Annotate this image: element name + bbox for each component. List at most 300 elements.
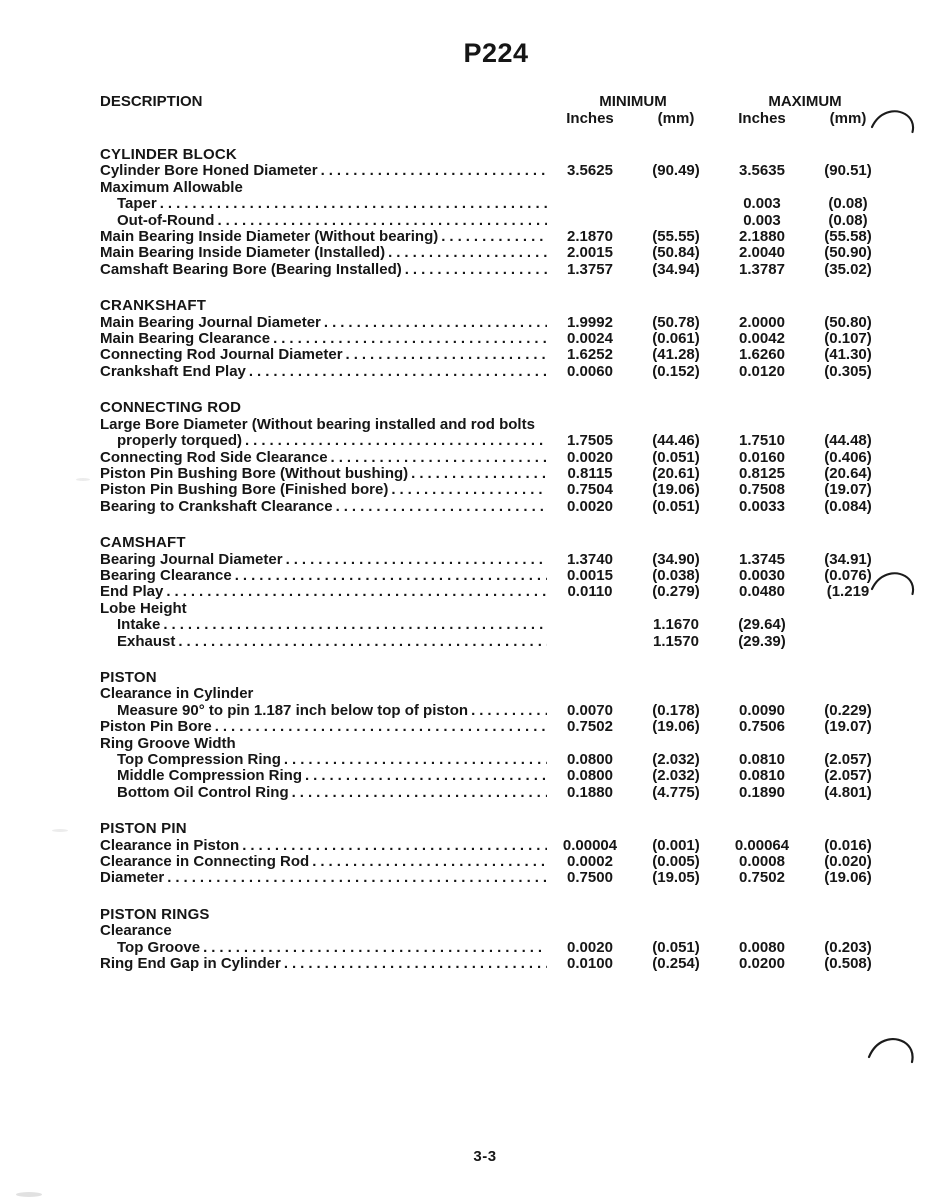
dot-leader [273,331,547,347]
value-min-mm: (4.775) [652,783,700,801]
header-maximum: MAXIMUM [768,93,842,110]
row-label: Measure 90° to pin 1.187 inch below top of piston [117,702,469,719]
row-label: Clearance in Connecting Rod [100,854,310,871]
value-max-mm: (0.08) [828,195,868,213]
row-label-area [100,450,547,466]
row-label: Cylinder Bore Honed Diameter [100,163,318,180]
value-max-inches: 2.0040 [739,244,785,262]
spec-row [100,956,891,972]
row-label-area [100,262,547,278]
value-min-inches: 0.0800 [567,751,613,768]
dot-leader [391,482,547,498]
value-max-mm: (2.057) [824,767,872,785]
row-label-area [100,552,547,568]
section-title: CYLINDER BLOCK [100,146,237,163]
row-label-area [100,752,547,768]
value-min-inches: 1.3740 [567,550,613,568]
dot-leader [305,768,547,784]
spec-section-crankshaft [100,298,891,380]
dot-leader [312,854,547,870]
row-label-area [100,736,547,752]
section-title: PISTON RINGS [100,905,210,923]
spec-row [100,364,891,380]
spec-row [100,752,891,768]
spec-row [100,433,891,449]
value-max-inches: 0.0080 [739,938,785,956]
row-label: Main Bearing Inside Diameter (Without bearing) [100,229,439,246]
row-label-area [100,180,547,196]
value-max-inches: 0.003 [743,195,781,213]
spec-row [100,634,891,650]
spec-row [100,245,891,261]
scan-smudge [16,1192,42,1197]
value-min-mm: (0.005) [652,853,700,871]
row-label: Top Groove [117,939,201,956]
value-max-inches [719,686,805,702]
value-min-inches: 0.0020 [567,497,613,515]
value-min-mm: (90.49) [652,162,700,180]
value-max-inches [719,923,805,939]
value-max-mm: (50.90) [824,244,872,262]
row-label: Diameter [100,870,165,887]
spec-row [100,213,891,229]
value-min-inches [547,417,633,433]
row-label-area [100,838,547,854]
value-min-mm: (19.06) [652,718,700,736]
row-label: Bottom Oil Control Ring [117,784,289,801]
row-label-area [100,854,547,870]
value-min-inches [547,180,633,196]
dot-leader [336,499,547,515]
value-min-inches [547,196,633,212]
spec-row [100,584,891,600]
value-max-mm: (20.64) [824,464,872,482]
row-label: Piston Pin Bore [100,719,212,736]
spec-row [100,196,891,212]
value-min-inches [547,601,633,617]
row-label-area [100,686,547,702]
value-max-inches: (29.39) [738,632,786,650]
row-label-area [100,785,547,801]
dot-leader [441,229,547,245]
row-label-area [100,433,547,449]
row-label-area [100,315,547,331]
row-label: Maximum Allowable [100,179,243,196]
value-min-mm: (0.001) [652,836,700,854]
value-max-inches: 0.0160 [739,448,785,466]
value-min-mm: 1.1670 [653,616,699,634]
value-max-mm: (44.48) [824,432,872,450]
section-title: CRANKSHAFT [100,297,207,315]
section-title: CAMSHAFT [100,534,186,552]
value-max-mm: (50.80) [824,313,872,331]
row-label-area [100,417,547,433]
value-min-inches: 0.7500 [567,869,613,887]
value-max-mm: (90.51) [824,162,872,180]
value-max-mm: (0.084) [824,497,872,515]
value-min-mm [633,601,719,617]
row-label: Main Bearing Clearance [100,331,271,348]
value-min-mm: (0.254) [652,955,700,973]
row-label: Crankshaft End Play [100,363,246,380]
value-max-inches: 0.0030 [739,566,785,584]
row-label: Camshaft Bearing Bore (Bearing Installed) [100,261,402,278]
spec-row [100,703,891,719]
value-max-mm: (34.91) [824,550,872,568]
header-description: DESCRIPTION [100,93,203,110]
row-label-area [100,568,547,584]
row-label: Ring Groove Width [100,735,236,752]
value-min-mm: 1.1570 [653,632,699,650]
value-max-mm: (41.30) [824,346,872,364]
spec-row [100,854,891,870]
section-title: CONNECTING ROD [100,399,242,417]
spec-row [100,262,891,278]
value-min-mm: (44.46) [652,432,700,450]
spec-sections [100,147,891,972]
spec-section-camshaft [100,535,891,650]
value-min-inches: 0.00004 [562,836,618,854]
value-max-inches: 1.3745 [739,550,785,568]
header-max-mm: (mm) [829,110,867,127]
row-label: Large Bore Diameter (Without bearing installed and rod bolts [100,416,535,433]
header-max-inches: Inches [738,110,786,127]
value-min-inches: 0.7502 [567,718,613,736]
value-max-inches: 0.7508 [739,481,785,499]
row-label-area [100,719,547,735]
dot-leader [284,956,547,972]
spec-row [100,940,891,956]
row-label: Piston Pin Bushing Bore (Without bushing) [100,465,409,482]
value-max-mm: (0.203) [824,938,872,956]
value-min-inches: 0.0800 [567,767,613,785]
value-max-mm: (1.219 [826,583,870,601]
value-max-inches: 2.0000 [739,313,785,331]
value-min-inches: 0.0020 [567,938,613,956]
value-max-inches: 0.0810 [739,767,785,785]
value-max-inches: 1.7510 [739,432,785,450]
value-min-mm [633,736,719,752]
dot-leader [388,245,547,261]
page-title: P224 [463,38,529,68]
spec-section-piston [100,670,891,801]
value-min-inches: 0.0024 [567,330,613,348]
value-min-mm: (2.032) [652,751,700,768]
row-label: Bearing to Crankshaft Clearance [100,498,333,515]
spec-row [100,736,891,752]
row-label-area [100,331,547,347]
value-max-inches: 1.3787 [739,260,785,278]
spec-row [100,568,891,584]
value-min-inches: 1.7505 [567,432,613,450]
row-label-area [100,213,547,229]
value-min-mm: (34.94) [652,260,700,278]
value-max-inches: 0.0090 [739,701,785,719]
value-min-inches: 0.0060 [567,362,613,380]
row-label-area [100,584,547,600]
value-min-mm: (20.61) [652,464,700,482]
value-max-inches [719,417,805,433]
spec-row [100,417,891,433]
value-max-inches [719,180,805,196]
value-max-inches [719,601,805,617]
dot-leader [166,584,547,600]
row-label: Middle Compression Ring [117,768,303,785]
row-label: Clearance in Cylinder [100,686,254,703]
dot-leader [163,617,547,633]
row-label-area [100,634,547,650]
row-label-area [100,499,547,515]
value-min-inches [547,213,633,229]
value-min-mm: (19.06) [652,481,700,499]
row-label: Clearance [100,923,172,940]
dot-leader [292,785,547,801]
dot-leader [286,552,547,568]
value-max-mm: (19.07) [824,718,872,736]
value-min-inches: 1.9992 [567,313,613,331]
value-min-inches: 0.1880 [567,783,613,801]
value-max-inches: 0.0200 [739,955,785,973]
value-min-mm: (55.55) [652,228,700,246]
spec-row [100,466,891,482]
section-title: PISTON [100,668,157,686]
dot-leader [331,450,547,466]
value-max-mm: (35.02) [824,260,872,278]
value-max-inches [719,736,805,752]
spec-row [100,870,891,886]
row-label: properly torqued) [117,433,243,450]
dot-leader [321,163,547,179]
dot-leader [411,466,547,482]
spec-table [100,93,891,972]
row-label-area [100,940,547,956]
value-max-mm: (0.305) [824,362,872,380]
value-max-inches: 0.7506 [739,718,785,736]
spec-row [100,686,891,702]
spec-row [100,785,891,801]
row-label-area [100,768,547,784]
value-min-mm [633,213,719,229]
row-label: End Play [100,584,164,601]
dot-leader [245,433,547,449]
spec-row [100,499,891,515]
value-max-inches: 1.6260 [739,346,785,364]
row-label: Exhaust [117,633,176,650]
value-max-mm [805,601,891,617]
table-header-row [100,93,891,110]
value-max-inches: 0.0008 [739,853,785,871]
value-max-mm: (55.58) [824,228,872,246]
value-max-inches: (29.64) [738,616,786,634]
value-max-mm [805,417,891,433]
value-min-mm: (0.051) [652,497,700,515]
value-max-inches: 0.0042 [739,330,785,348]
value-max-inches: 0.00064 [734,836,790,854]
row-label-area [100,163,547,179]
header-min-inches: Inches [566,110,614,127]
value-min-mm [633,686,719,702]
spec-row [100,347,891,363]
dot-leader [178,634,547,650]
value-max-mm [805,736,891,752]
dot-leader [203,940,547,956]
row-label: Top Compression Ring [117,752,281,768]
value-min-inches [547,736,633,752]
dot-leader [249,364,547,380]
table-subheader-row [100,110,891,127]
row-label: Main Bearing Inside Diameter (Installed) [100,245,386,262]
row-label: Piston Pin Bushing Bore (Finished bore) [100,482,389,499]
value-max-mm: (2.057) [824,751,872,768]
row-label-area [100,466,547,482]
value-max-mm: (0.229) [824,701,872,719]
dot-leader [217,213,547,229]
spec-row [100,482,891,498]
value-min-inches: 0.0100 [567,955,613,973]
spec-section-piston-pin [100,821,891,887]
value-min-inches: 0.0020 [567,448,613,466]
row-label: Out-of-Round [117,212,215,229]
row-label: Connecting Rod Side Clearance [100,449,328,466]
value-max-mm: (0.508) [824,955,872,973]
value-min-inches: 0.0070 [567,701,613,719]
dot-leader [167,870,547,886]
value-min-mm: (50.84) [652,244,700,262]
row-label: Ring End Gap in Cylinder [100,956,281,973]
value-max-mm [805,634,891,650]
spec-row [100,180,891,196]
value-max-inches: 3.5635 [739,162,785,180]
row-label-area [100,245,547,261]
spec-section-connecting-rod [100,400,891,515]
value-max-mm [805,923,891,939]
value-max-inches: 0.0120 [739,362,785,380]
row-label-area [100,923,547,939]
row-label-area [100,870,547,886]
row-label: Taper [117,196,157,213]
spec-row [100,768,891,784]
value-min-mm: (0.178) [652,701,700,719]
value-min-mm: (0.051) [652,938,700,956]
value-min-mm: (41.28) [652,346,700,364]
value-max-mm [805,180,891,196]
value-max-mm [805,686,891,702]
value-min-inches [547,686,633,702]
value-max-mm: (0.406) [824,448,872,466]
dot-leader [242,838,547,854]
row-label-area [100,617,547,633]
row-label: Intake [117,617,161,634]
spec-row [100,229,891,245]
value-min-mm: (0.051) [652,448,700,466]
page-number: 3-3 [473,1148,497,1165]
row-label: Main Bearing Journal Diameter [100,314,321,331]
row-label: Clearance in Piston [100,837,240,854]
spec-row [100,315,891,331]
value-min-mm: (0.061) [652,330,700,348]
dot-leader [235,568,547,584]
value-min-inches: 2.1870 [567,228,613,246]
value-min-mm: (0.152) [652,362,700,380]
value-max-inches: 0.0810 [739,751,785,768]
value-max-inches: 0.8125 [739,464,785,482]
row-label-area [100,703,547,719]
value-min-mm [633,417,719,433]
value-min-inches: 0.8115 [567,464,613,482]
row-label-area [100,482,547,498]
spec-section-piston-rings [100,907,891,973]
row-label-area [100,196,547,212]
spec-row [100,163,891,179]
value-max-mm [805,617,891,633]
dot-leader [215,719,547,735]
value-min-mm: (0.038) [652,566,700,584]
value-max-mm: (0.020) [824,853,872,871]
row-label: Bearing Journal Diameter [100,551,283,568]
spec-row [100,450,891,466]
scan-smudge [52,829,68,832]
row-label-area [100,601,547,617]
value-min-inches: 0.0015 [567,566,613,584]
scan-smudge [76,478,90,481]
value-min-mm: (19.05) [652,869,700,887]
row-label-area [100,229,547,245]
spec-row [100,923,891,939]
value-min-mm: (50.78) [652,313,700,331]
row-label-area [100,347,547,363]
row-label-area [100,364,547,380]
dot-leader [160,196,547,212]
dot-leader [284,752,547,768]
value-max-inches: 0.0033 [739,497,785,515]
value-min-inches: 1.6252 [567,346,613,364]
dot-leader [324,315,547,331]
value-min-mm: (34.90) [652,550,700,568]
value-max-mm: (0.107) [824,330,872,348]
value-max-inches: 0.003 [743,211,781,229]
dot-leader [405,262,547,278]
dot-leader [346,347,547,363]
row-label-area [100,956,547,972]
spec-row [100,617,891,633]
value-min-inches: 2.0015 [567,244,613,262]
spec-row [100,552,891,568]
value-max-mm: (0.016) [824,836,872,854]
section-title: PISTON PIN [100,820,187,838]
value-min-inches [547,617,633,633]
value-min-inches [547,634,633,650]
value-min-mm [633,923,719,939]
value-max-mm: (0.076) [824,566,872,584]
value-max-inches: 2.1880 [739,228,785,246]
value-max-inches: 0.1890 [739,783,785,801]
spec-row [100,838,891,854]
value-min-inches: 0.0002 [567,853,613,871]
spec-section-cylinder-block [100,147,891,278]
dot-leader [471,703,547,719]
header-minimum: MINIMUM [599,93,667,110]
value-min-inches: 1.3757 [567,260,613,278]
value-min-inches: 0.0110 [567,583,613,601]
value-min-inches [547,923,633,939]
row-label: Lobe Height [100,600,187,617]
row-label: Bearing Clearance [100,567,232,584]
page-curl-mark-bottom [865,1032,919,1068]
value-min-mm [633,180,719,196]
value-min-mm [633,196,719,212]
value-max-inches: 0.7502 [739,869,785,887]
value-max-mm: (19.06) [824,869,872,887]
